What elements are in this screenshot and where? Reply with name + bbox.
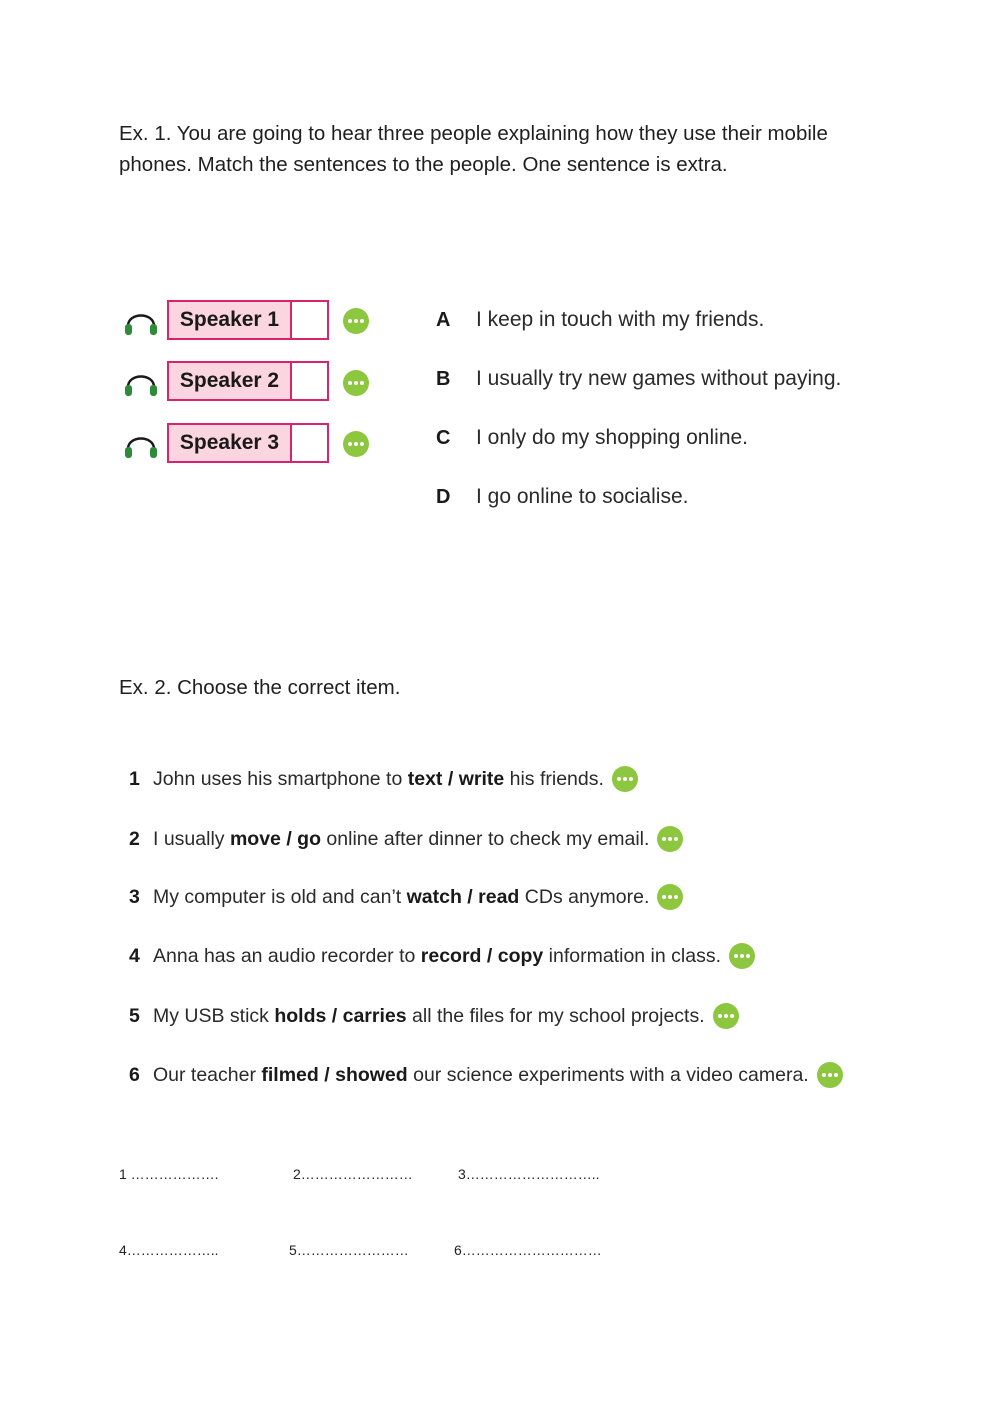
option-letter: D <box>436 485 451 508</box>
item-number: 6 <box>129 1063 140 1086</box>
speaker-answer-box-1[interactable] <box>292 302 327 338</box>
ex2-instruction: Ex. 2. Choose the correct item. <box>119 676 401 699</box>
answer-line-5[interactable]: 5…………………… <box>289 1242 409 1258</box>
item-text-before: John uses his smartphone to <box>153 767 408 790</box>
choice-separator: / <box>461 885 479 908</box>
item-text-before: Our teacher <box>153 1063 262 1086</box>
option-c <box>436 423 748 453</box>
choice-option-2[interactable]: read <box>478 885 520 908</box>
answer-line-1[interactable]: 1 ………………. <box>119 1166 219 1182</box>
speech-bubble-icon[interactable] <box>343 308 369 334</box>
speech-bubble-icon[interactable] <box>612 766 638 792</box>
item-text-before: My computer is old and can’t <box>153 885 407 908</box>
item-text-after: our science experiments with a video camera. <box>407 1063 809 1086</box>
item-text-after: CDs anymore. <box>519 885 650 908</box>
item-number: 3 <box>129 885 140 908</box>
speech-bubble-icon[interactable] <box>657 826 683 852</box>
item-text-before: Anna has an audio recorder to <box>153 944 421 967</box>
option-letter: C <box>436 426 451 449</box>
speech-bubble-icon[interactable] <box>817 1062 843 1088</box>
item-text-after: his friends. <box>504 767 604 790</box>
speaker-box-1 <box>167 300 329 340</box>
choice-option-1[interactable]: text <box>407 767 443 790</box>
choice-option-1[interactable]: filmed <box>261 1063 319 1086</box>
item-text-after: all the files for my school projects. <box>406 1004 705 1027</box>
answer-line-3[interactable]: 3……………………….. <box>458 1166 600 1182</box>
headphones-icon[interactable] <box>122 363 160 401</box>
choice-option-2[interactable]: write <box>458 767 505 790</box>
speaker-row-2 <box>122 361 382 403</box>
choice-option-1[interactable]: holds <box>274 1004 327 1027</box>
choice-separator: / <box>318 1063 336 1086</box>
item-number: 5 <box>129 1004 140 1027</box>
choice-option-2[interactable]: copy <box>497 944 544 967</box>
choice-option-2[interactable]: carries <box>342 1004 407 1027</box>
option-a <box>436 305 764 335</box>
option-d <box>436 482 688 512</box>
item-text-after: online after dinner to check my email. <box>321 827 650 850</box>
speech-bubble-icon[interactable] <box>713 1003 739 1029</box>
answer-line-2[interactable]: 2…………………… <box>293 1166 413 1182</box>
choice-separator: / <box>280 827 298 850</box>
item-number: 1 <box>129 767 140 790</box>
option-b <box>436 364 841 394</box>
option-text: I keep in touch with my friends. <box>476 308 765 331</box>
headphones-icon[interactable] <box>122 302 160 340</box>
item-text-before: I usually <box>153 827 230 850</box>
item-number: 4 <box>129 944 140 967</box>
item-4 <box>129 940 755 972</box>
option-text: I only do my shopping online. <box>476 426 749 449</box>
item-3 <box>129 881 683 913</box>
speaker-row-3 <box>122 423 382 465</box>
item-5 <box>129 1000 739 1032</box>
speech-bubble-icon[interactable] <box>657 884 683 910</box>
speaker-label: Speaker 1 <box>169 302 292 338</box>
speaker-answer-box-3[interactable] <box>292 425 327 461</box>
option-letter: A <box>436 308 451 331</box>
choice-option-2[interactable]: showed <box>335 1063 408 1086</box>
speaker-label: Speaker 2 <box>169 363 292 399</box>
speech-bubble-icon[interactable] <box>343 431 369 457</box>
choice-option-2[interactable]: go <box>297 827 321 850</box>
speaker-box-2 <box>167 361 329 401</box>
answer-line-4[interactable]: 4……………….. <box>119 1242 219 1258</box>
item-2 <box>129 823 683 855</box>
item-text-before: My USB stick <box>153 1004 275 1027</box>
item-6 <box>129 1059 843 1091</box>
headphones-icon[interactable] <box>122 425 160 463</box>
choice-separator: / <box>442 767 459 790</box>
item-number: 2 <box>129 827 140 850</box>
choice-separator: / <box>481 944 498 967</box>
ex1-instruction: Ex. 1. You are going to hear three people explaining how they use their mobile phones. Match the sentences to the people. One sentence is extra. <box>119 122 828 176</box>
item-1 <box>129 763 638 795</box>
item-text-after: information in class. <box>543 944 721 967</box>
answer-line-6[interactable]: 6………………………… <box>454 1242 602 1258</box>
option-letter: B <box>436 367 451 390</box>
option-text: I go online to socialise. <box>476 485 689 508</box>
choice-option-1[interactable]: record <box>420 944 482 967</box>
speaker-answer-box-2[interactable] <box>292 363 327 399</box>
speaker-row-1 <box>122 300 382 342</box>
speaker-box-3 <box>167 423 329 463</box>
speech-bubble-icon[interactable] <box>343 370 369 396</box>
option-text: I usually try new games without paying. <box>476 367 842 390</box>
choice-separator: / <box>326 1004 343 1027</box>
choice-option-1[interactable]: move <box>229 827 281 850</box>
speech-bubble-icon[interactable] <box>729 943 755 969</box>
speaker-label: Speaker 3 <box>169 425 292 461</box>
choice-option-1[interactable]: watch <box>406 885 462 908</box>
